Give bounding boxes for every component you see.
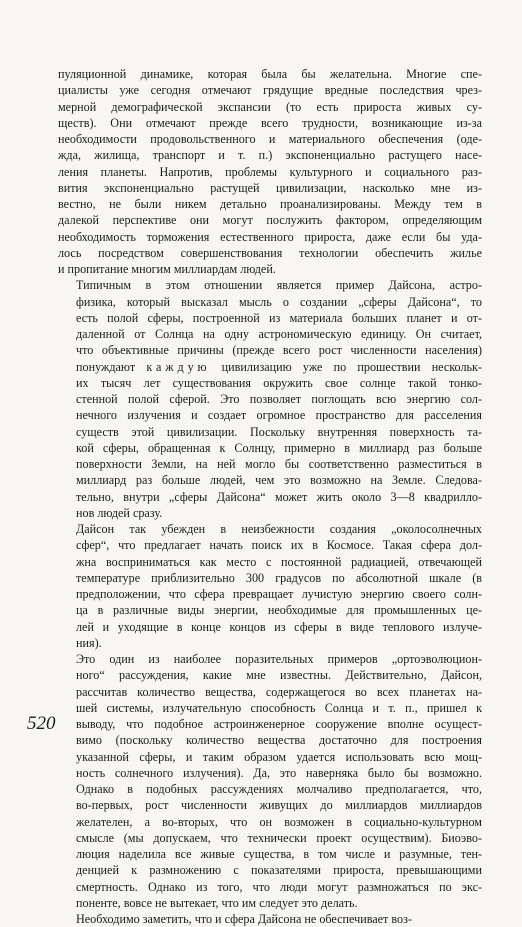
text-line: стенной полой сферой. Это позволяет поглощать всю энергию сол- [76,392,482,406]
text-line: циалисты уже сегодня отмечают грядущие вредные последствия чрез- [58,83,482,98]
text-line: во-первых, рост численности живущих до миллиардов миллиардов [76,798,482,813]
text-line: шей системы, излучательную способность Солнца и т. п., пришел к [76,700,482,715]
text-line: вимо (поскольку количество вещества достаточно для построения [76,733,482,748]
text-line: смертность. Однако из того, что люди могут размножаться по экс- [76,879,482,894]
text-line: ществ). Они отмечают прежде всего трудности, возникающие из-за [58,115,482,130]
text-line: далекой перспективе они могут послужить фактором, определяющим [58,213,482,228]
book-page-text [58,66,482,927]
text-line: нов людей сразу. [76,505,163,520]
text-line: Однако в подобных рассуждениях молчаливо предполагается, что, [76,782,482,796]
text-line: ца в различные виды энергии, необходимые для промышленных це- [76,603,482,618]
text-line: температуре приблизительно 300 градусов по абсолютной шкале (в [76,570,482,585]
text-line: необходимость торможения естественного прироста, даже если бы уда- [58,229,482,244]
text-line: жда, жилища, транспорт и т. п.) экспоненциально растущего насе- [58,148,482,163]
text-line: Это один из наиболее поразительных примеров „ортоэволюцион- [76,652,482,666]
text-line: выводу, что подобное астроинженерное сооружение вполне осущест- [76,717,482,731]
text-line: ления планеты. Напротив, проблемы культурного и социального раз- [58,164,482,179]
text-line: есть полой сферы, построенной из материала больших планет и от- [76,310,482,325]
emphasis-spaced: каждую [146,359,211,374]
text-line: люция наделила все живые существа, в том числе и разумные, тен- [76,847,482,861]
text-line: существ этой цивилизации. Поскольку внутренняя поверхность та- [76,424,482,439]
text-line: Типичным в этом отношении является пример Дайсона, астро- [76,278,482,293]
text-line: ность солнечного излучения). Да, это наверняка было бы возможно. [76,765,482,780]
text-line: сфер“, что предлагает начать поиск их в Космосе. Такая сфера дол- [76,538,482,553]
text-line: желателен, а во-вторых, что он возможен в социально-культурном [76,814,482,829]
text-line: нечного излучения и создает огромное пространство для расселения [76,408,482,423]
text-line: поненте, вовсе не вытекает, что им следует это делать. [76,895,358,910]
text-line: вития экспоненциально растущей цивилизации, насколько мне из- [58,180,482,195]
text-line: жна восприниматься как место с постоянной радиацией, отвечающей [76,554,482,569]
paragraph [58,651,482,911]
paragraph [58,66,482,277]
text-line: мерной демографической экспансии (то есть прироста живых су- [58,99,482,114]
page-number: 520 [27,713,56,734]
text-line: физика, который высказал мысль о создании „сферы Дайсона“, то [76,294,482,309]
text-line: и пропитание многим миллиардам людей. [58,262,276,276]
text-line: лей и уходящие в конце концов из сферы в виде теплового излуче- [76,619,482,634]
text-line: Необходимо заметить, что и сфера Дайсона не обеспечивает воз- [76,912,412,926]
paragraph [58,277,482,521]
text-line: рассчитав количество вещества, содержащегося во всех планетах на- [76,684,482,699]
text-line: денцией к размножению с показателями прироста, превышающими [76,863,482,878]
text-line: предположении, что сфера превращает лучистую энергию своего солн- [76,587,482,601]
text-line: миллиард раз больше людей, чем это возможно на Земле. Следова- [76,473,482,488]
paragraph [58,911,482,927]
text-line: понуждают каждую цивилизацию уже по прошествии нескольк- [76,359,482,374]
text-line: даленной от Солнца на одну астрономическую единицу. Он считает, [76,327,482,341]
text-line: кой сферы, обращенная к Солнцу, примерно в миллиард раз больше [76,440,482,455]
text-line: пуляционной динамике, которая была бы желательна. Многие спе- [58,67,482,81]
text-line: необходимости продовольственного и материального обеспечения (оде- [58,132,482,146]
text-line: вестно, не были никем детально проанализированы. Между тем в [58,197,482,211]
text-line: их тысяч лет существования окружить свое солнце такой тонко- [76,375,482,390]
paragraph [58,521,482,651]
text-line: тельно, внутри „сферы Дайсона“ может жить около 3—8 квадрилло- [76,489,482,504]
text-line: поверхности Земли, на ней могло бы соответственно разместиться в [76,457,482,471]
text-line: ного“ рассуждения, какие мне известны. Действительно, Дайсон, [76,668,482,683]
text-line: ния). [76,635,102,650]
text-line: что объективные причины (прежде всего рост численности населения) [76,343,482,358]
text-line: смысле (мы допускаем, что технически проект осуществим). Биоэво- [76,830,482,845]
text-line: указанной сферы, и таким образом удается использовать всю мощ- [76,749,482,764]
text-line: Дайсон так убежден в неизбежности создания „околосолнечных [76,522,482,536]
text-line: лось посредством совершенствования технологии обеспечить жилье [58,245,482,260]
